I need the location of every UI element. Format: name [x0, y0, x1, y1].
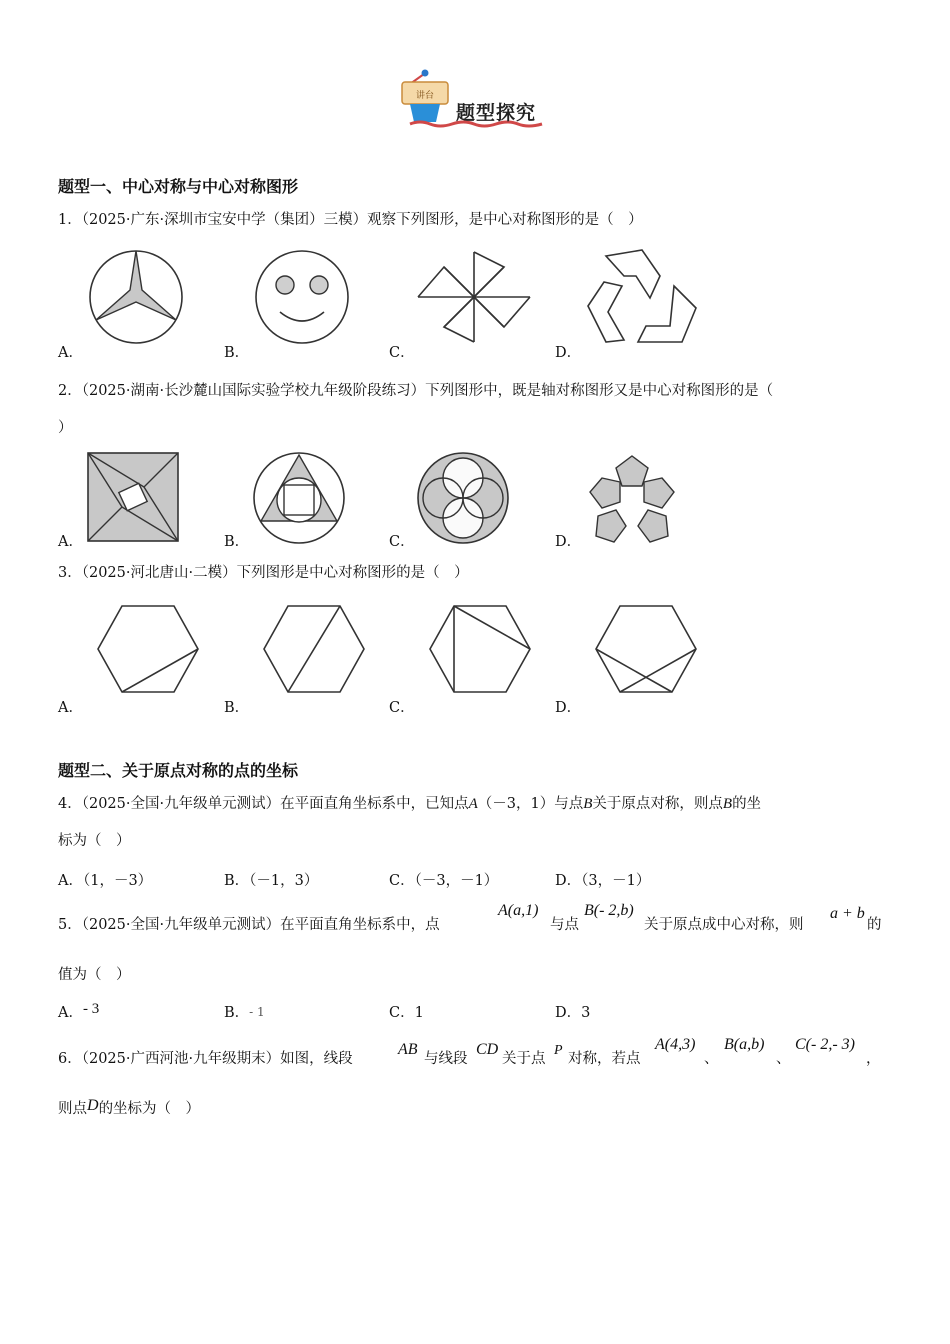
q5-option-a[interactable] — [58, 1001, 99, 1022]
q4-option-d[interactable]: D．（3，－1） — [555, 873, 651, 889]
q5-option-c-value: 1 — [414, 1005, 424, 1021]
q6-point-p: P — [554, 1043, 563, 1058]
q5-option-b-value: - 1 — [249, 1005, 265, 1019]
q3-text: 3．（2025·河北唐山·二模）下列图形是中心对称图形的是（ ） — [58, 565, 469, 581]
q5-option-a-value: - 3 — [82, 1001, 100, 1017]
q5-text-part4: 的 — [867, 917, 882, 933]
q4-option-b[interactable]: B．（－1，3） — [224, 873, 319, 889]
q4-option-c[interactable]: C．（－3，－1） — [389, 873, 499, 889]
q5-text-part2: 与点 — [550, 917, 579, 933]
q5-option-d-label: D． — [555, 1005, 582, 1021]
q6-text-line2a: 则点 — [58, 1101, 87, 1117]
q2-text-line1: 2．（2025·湖南·长沙麓山国际实验学校九年级阶段练习）下列图形中，既是轴对称图形又是中心对称图形的是（ — [58, 383, 774, 399]
q5-option-b-label: B． — [224, 1005, 250, 1021]
q3-option-b[interactable]: B． — [224, 700, 250, 716]
q3-figure-a — [96, 604, 200, 694]
q2-option-a[interactable]: A． — [58, 534, 83, 550]
section-title-1: 题型一、中心对称与中心对称图形 — [58, 177, 299, 196]
q6-text-part4: 对称，若点 — [568, 1051, 641, 1067]
q5-point-a: A(a,1) — [498, 902, 539, 919]
q6-sep-2: 、 — [776, 1051, 791, 1067]
q5-point-b: B(- 2,b) — [584, 902, 634, 919]
q4-option-a[interactable]: A．（1，－3） — [58, 873, 153, 889]
header-logo — [396, 66, 556, 130]
q3-option-c[interactable]: C． — [389, 700, 415, 716]
q4-text-b: （－3，1）与点 — [477, 796, 584, 812]
q5-text-part1: 5．（2025·全国·九年级单元测试）在平面直角坐标系中，点 — [58, 917, 440, 933]
q2-figure-d — [582, 452, 682, 544]
q6-point-c: C(- 2,- 3) — [795, 1036, 855, 1053]
q2-figure-b — [252, 451, 348, 545]
q5-text-part3: 关于原点成中心对称，则 — [644, 917, 804, 933]
q1-figure-a — [86, 250, 186, 345]
q2-option-b[interactable]: B． — [224, 534, 250, 550]
q4-text-c: 关于原点对称，则点 — [592, 796, 723, 812]
q6-point-a: A(4,3) — [655, 1036, 696, 1053]
q2-figure-c — [416, 451, 512, 545]
q5-option-d[interactable] — [555, 1001, 590, 1022]
q6-segment-cd: CD — [476, 1041, 499, 1058]
q6-segment-ab: AB — [398, 1041, 418, 1058]
q4-point-b: B — [583, 796, 593, 812]
q6-text-part3: 关于点 — [502, 1051, 546, 1067]
header-badge: 讲台 — [416, 91, 435, 101]
q6-text-part1: 6．（2025·广西河池·九年级期末）如图，线段 — [58, 1051, 353, 1067]
q5-option-c-label: C． — [389, 1005, 415, 1021]
header-title: 题型探究 — [456, 102, 537, 124]
q5-option-d-value: 3 — [581, 1005, 591, 1021]
q2-option-c[interactable]: C． — [389, 534, 415, 550]
q6-point-d: D — [87, 1097, 99, 1114]
q2-option-d[interactable]: D． — [555, 534, 582, 550]
q1-text: 1．（2025·广东·深圳市宝安中学（集团）三模）观察下列图形，是中心对称图形的是（ ） — [58, 212, 643, 228]
q3-option-d[interactable]: D． — [555, 700, 582, 716]
q3-option-a[interactable]: A． — [58, 700, 83, 716]
q1-figure-c — [414, 250, 534, 345]
q1-option-d[interactable]: D． — [555, 345, 582, 361]
q1-option-c[interactable]: C． — [389, 345, 415, 361]
q3-figure-c — [428, 604, 532, 694]
q4-text-d: 的坐 — [732, 796, 762, 812]
q3-figure-b — [262, 604, 366, 694]
q5-option-b[interactable] — [224, 1001, 265, 1022]
q6-text-line2b: 的坐标为（ ） — [98, 1101, 201, 1117]
q1-figure-d — [584, 246, 699, 346]
q4-text-line2: 标为（ ） — [58, 833, 131, 849]
q6-text-line2 — [58, 1099, 200, 1119]
q5-text-line2: 值为（ ） — [58, 967, 131, 983]
q6-text-part2: 与线段 — [424, 1051, 468, 1067]
q1-figure-b — [252, 250, 352, 345]
section-title-2: 题型二、关于原点对称的点的坐标 — [58, 761, 299, 780]
q5-option-a-label: A． — [58, 1005, 83, 1021]
q4-text-line1 — [58, 794, 761, 814]
q1-option-a[interactable]: A． — [58, 345, 83, 361]
q2-figure-a — [86, 451, 182, 543]
q4-point-b2: B — [722, 796, 733, 812]
q6-sep-3: ， — [866, 1051, 881, 1067]
q5-option-c[interactable] — [389, 1001, 424, 1022]
q4-point-a: A — [468, 796, 478, 812]
q3-figure-d — [594, 604, 698, 694]
q6-sep-1: 、 — [704, 1051, 719, 1067]
q6-point-b: B(a,b) — [724, 1036, 765, 1053]
q5-expr: a + b — [830, 905, 865, 922]
q4-text-a: 4．（2025·全国·九年级单元测试）在平面直角坐标系中，已知点 — [58, 796, 469, 812]
q2-text-line2: ） — [58, 420, 73, 436]
q1-option-b[interactable]: B． — [224, 345, 250, 361]
